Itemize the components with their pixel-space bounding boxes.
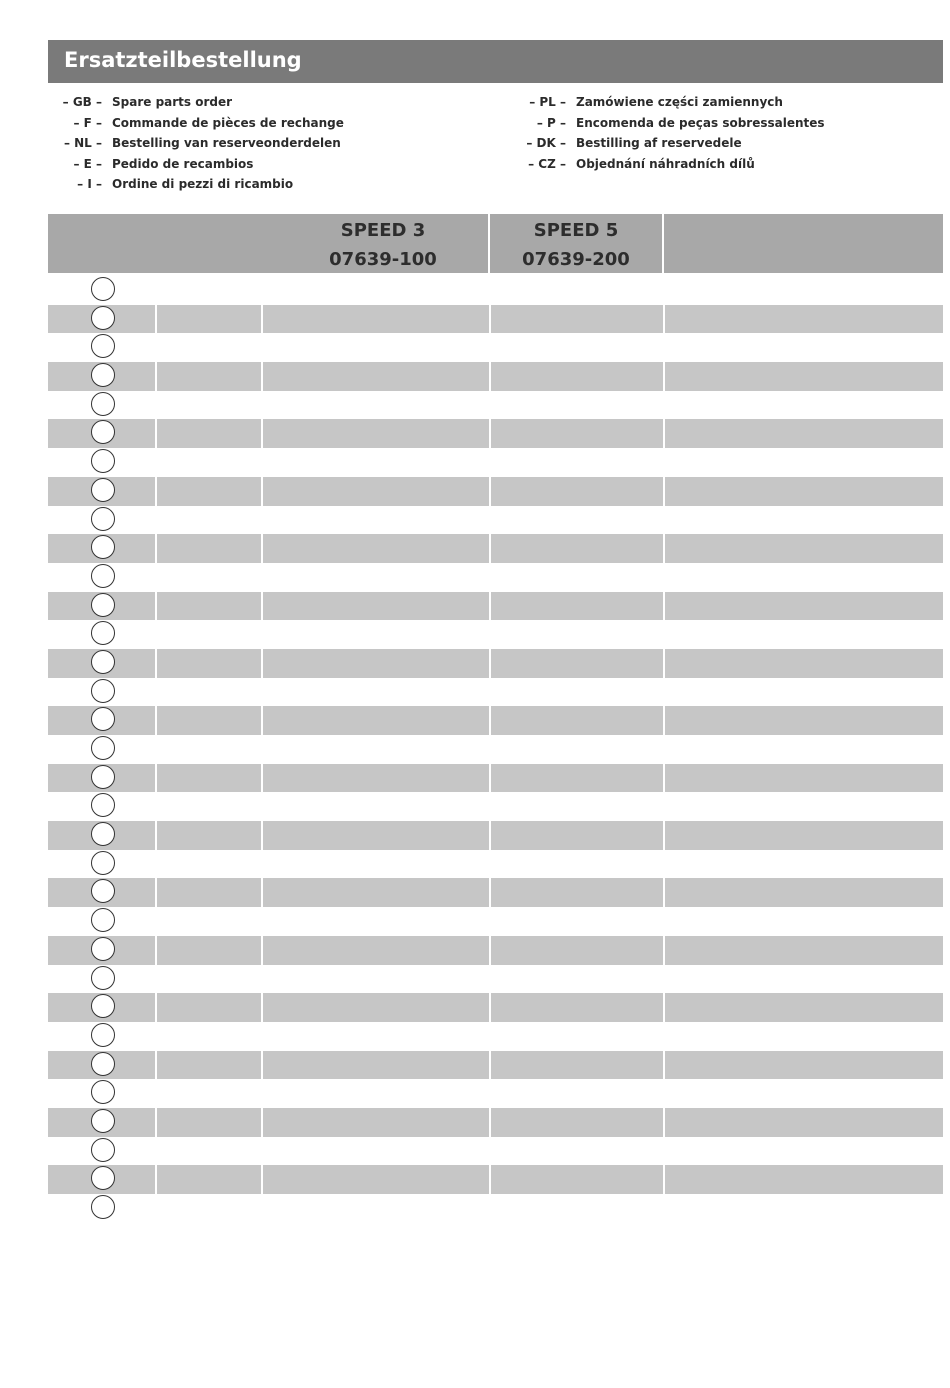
column-divider xyxy=(155,936,157,965)
position-circle[interactable] xyxy=(91,593,115,617)
position-circle[interactable] xyxy=(91,420,115,444)
position-circle[interactable] xyxy=(91,908,115,932)
column-divider xyxy=(663,305,665,334)
column-divider xyxy=(663,419,665,448)
language-code: – DK – xyxy=(526,136,566,151)
column-divider xyxy=(663,362,665,391)
table-row xyxy=(48,333,943,362)
column-divider xyxy=(489,534,491,563)
position-circle[interactable] xyxy=(91,478,115,502)
speed5-header xyxy=(490,216,662,274)
table-row xyxy=(48,850,943,879)
column-divider xyxy=(155,534,157,563)
position-circle[interactable] xyxy=(91,392,115,416)
table-row xyxy=(48,1079,943,1108)
position-circle[interactable] xyxy=(91,1138,115,1162)
language-code: – F – xyxy=(73,115,102,130)
column-divider xyxy=(155,477,157,506)
language-code: – P – xyxy=(536,115,566,130)
position-circle[interactable] xyxy=(91,621,115,645)
table-row xyxy=(48,1022,943,1051)
column-divider xyxy=(663,477,665,506)
page-title: Ersatzteilbestellung xyxy=(64,48,302,72)
column-divider xyxy=(663,706,665,735)
column-divider xyxy=(663,993,665,1022)
position-circle[interactable] xyxy=(91,1166,115,1190)
position-circle[interactable] xyxy=(91,306,115,330)
title-bar xyxy=(48,40,943,83)
column-divider xyxy=(261,878,263,907)
position-circle[interactable] xyxy=(91,334,115,358)
column-divider xyxy=(489,706,491,735)
position-circle[interactable] xyxy=(91,1195,115,1219)
position-circle[interactable] xyxy=(91,994,115,1018)
table-row xyxy=(48,1137,943,1166)
column-divider xyxy=(663,1165,665,1194)
column-divider xyxy=(663,821,665,850)
column-divider xyxy=(663,649,665,678)
language-text: Zamówiene części zamiennych xyxy=(576,95,783,109)
position-circle[interactable] xyxy=(91,1109,115,1133)
language-text: Encomenda de peças sobressalentes xyxy=(576,115,825,130)
column-divider xyxy=(489,1108,491,1137)
column-divider xyxy=(261,419,263,448)
column-divider xyxy=(261,592,263,621)
column-divider xyxy=(155,821,157,850)
column-divider xyxy=(155,878,157,907)
speed3-number: 07639-100 xyxy=(329,249,437,270)
position-circle[interactable] xyxy=(91,765,115,789)
table-row xyxy=(48,735,943,764)
position-circle[interactable] xyxy=(91,966,115,990)
language-code: – E – xyxy=(73,156,102,171)
column-divider xyxy=(261,534,263,563)
column-divider xyxy=(663,592,665,621)
language-code: – PL – xyxy=(529,95,566,109)
table-row xyxy=(48,678,943,707)
table-row xyxy=(48,649,943,678)
table-row xyxy=(48,1165,943,1194)
column-divider xyxy=(662,214,664,273)
column-divider xyxy=(489,993,491,1022)
column-divider xyxy=(489,419,491,448)
column-divider xyxy=(489,305,491,334)
language-code: – CZ – xyxy=(528,156,566,171)
position-circle[interactable] xyxy=(91,449,115,473)
column-divider xyxy=(155,706,157,735)
column-divider xyxy=(663,764,665,793)
table-row xyxy=(48,821,943,850)
language-code: – NL – xyxy=(63,136,102,151)
language-text: Spare parts order xyxy=(112,95,233,109)
table-row xyxy=(48,305,943,334)
table-row xyxy=(48,878,943,907)
position-circle[interactable] xyxy=(91,650,115,674)
language-code: – I – xyxy=(77,177,102,192)
column-divider xyxy=(261,1108,263,1137)
column-divider xyxy=(489,1051,491,1080)
language-text: Ordine di pezzi di ricambio xyxy=(112,177,294,192)
language-code: – GB – xyxy=(62,95,102,109)
column-divider xyxy=(261,477,263,506)
column-divider xyxy=(489,821,491,850)
column-divider xyxy=(489,1165,491,1194)
position-circle[interactable] xyxy=(91,793,115,817)
column-divider xyxy=(489,477,491,506)
column-divider xyxy=(663,1051,665,1080)
column-divider xyxy=(155,305,157,334)
table-row xyxy=(48,391,943,420)
language-text: Objednání náhradních dílů xyxy=(576,156,755,171)
language-text: Bestelling van reserveonderdelen xyxy=(112,136,341,151)
column-divider xyxy=(489,649,491,678)
table-header xyxy=(48,214,943,273)
position-circle[interactable] xyxy=(91,822,115,846)
position-circle[interactable] xyxy=(91,1080,115,1104)
order-table-body xyxy=(48,276,943,1223)
table-row xyxy=(48,1194,943,1223)
table-row xyxy=(48,276,943,305)
position-circle[interactable] xyxy=(91,707,115,731)
column-divider xyxy=(155,419,157,448)
table-row xyxy=(48,706,943,735)
language-text: Pedido de recambios xyxy=(112,156,254,171)
language-text: Commande de pièces de rechange xyxy=(112,115,344,130)
column-divider xyxy=(489,362,491,391)
column-divider xyxy=(663,1108,665,1137)
column-divider xyxy=(155,993,157,1022)
table-row xyxy=(48,1051,943,1080)
column-divider xyxy=(155,649,157,678)
column-divider xyxy=(261,305,263,334)
speed3-name: SPEED 3 xyxy=(340,220,426,241)
table-row xyxy=(48,534,943,563)
table-row xyxy=(48,936,943,965)
column-divider xyxy=(155,764,157,793)
table-row xyxy=(48,993,943,1022)
column-divider xyxy=(489,936,491,965)
column-divider xyxy=(261,764,263,793)
position-circle[interactable] xyxy=(91,535,115,559)
column-divider xyxy=(155,362,157,391)
table-row xyxy=(48,1108,943,1137)
table-row xyxy=(48,506,943,535)
table-row xyxy=(48,620,943,649)
position-circle[interactable] xyxy=(91,879,115,903)
column-divider xyxy=(261,993,263,1022)
column-divider xyxy=(261,649,263,678)
position-circle[interactable] xyxy=(91,1023,115,1047)
table-row xyxy=(48,477,943,506)
column-divider xyxy=(489,592,491,621)
column-divider xyxy=(155,592,157,621)
column-divider xyxy=(261,936,263,965)
language-text: Bestilling af reservedele xyxy=(576,136,742,151)
table-row xyxy=(48,965,943,994)
column-divider xyxy=(663,936,665,965)
speed5-number: 07639-200 xyxy=(522,249,630,270)
column-divider xyxy=(261,1051,263,1080)
position-circle[interactable] xyxy=(91,851,115,875)
column-divider xyxy=(155,1051,157,1080)
table-row xyxy=(48,448,943,477)
speed5-name: SPEED 5 xyxy=(533,220,619,241)
position-circle[interactable] xyxy=(91,736,115,760)
position-circle[interactable] xyxy=(91,507,115,531)
column-divider xyxy=(155,1165,157,1194)
column-divider xyxy=(261,362,263,391)
column-divider xyxy=(663,878,665,907)
table-row xyxy=(48,419,943,448)
column-divider xyxy=(261,1165,263,1194)
column-divider xyxy=(489,878,491,907)
table-row xyxy=(48,563,943,592)
column-divider xyxy=(155,1108,157,1137)
table-row xyxy=(48,362,943,391)
position-circle[interactable] xyxy=(91,277,115,301)
speed3-header xyxy=(278,216,488,274)
position-circle[interactable] xyxy=(91,679,115,703)
table-row xyxy=(48,592,943,621)
column-divider xyxy=(261,821,263,850)
column-divider xyxy=(489,764,491,793)
position-circle[interactable] xyxy=(91,564,115,588)
column-divider xyxy=(261,706,263,735)
table-row xyxy=(48,764,943,793)
table-row xyxy=(48,792,943,821)
position-circle[interactable] xyxy=(91,1052,115,1076)
position-circle[interactable] xyxy=(91,937,115,961)
column-divider xyxy=(663,534,665,563)
table-row xyxy=(48,907,943,936)
position-circle[interactable] xyxy=(91,363,115,387)
